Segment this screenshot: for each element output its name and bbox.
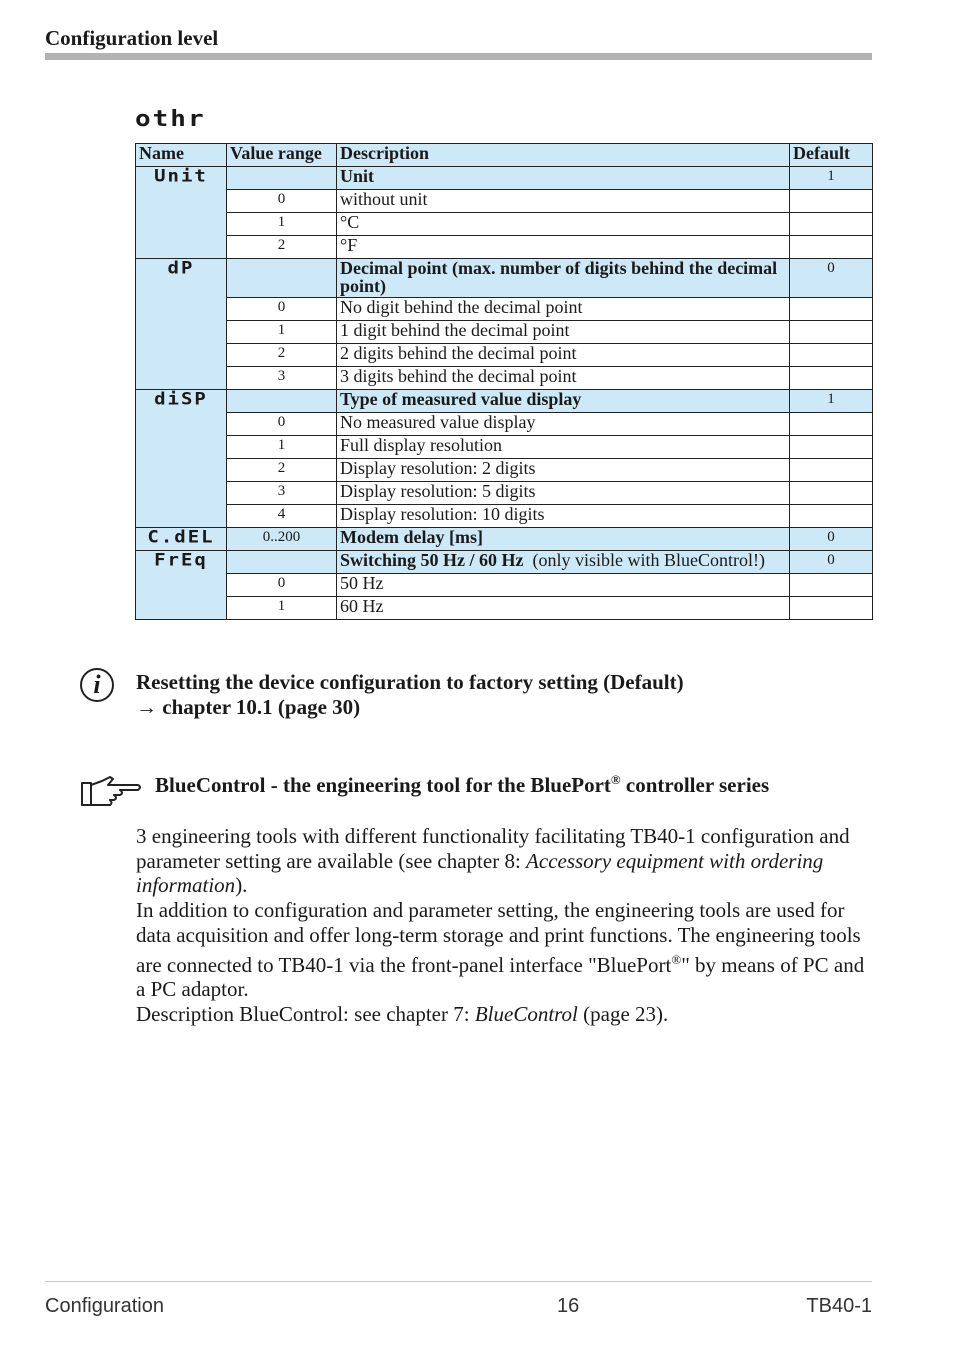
option-value: 0 xyxy=(227,574,337,597)
option-default xyxy=(790,190,873,213)
option-default xyxy=(790,436,873,459)
option-desc: 50 Hz xyxy=(337,574,790,597)
option-value: 3 xyxy=(227,367,337,390)
page-header-title: Configuration level xyxy=(45,26,219,50)
param-row-freq xyxy=(136,551,873,574)
info-icon: i xyxy=(80,668,114,702)
option-desc: 60 Hz xyxy=(337,597,790,620)
reset-note xyxy=(136,670,684,720)
option-value: 0 xyxy=(227,298,337,321)
paragraph-1 xyxy=(136,824,872,898)
option-desc: Display resolution: 10 digits xyxy=(337,505,790,528)
p3-text: Description BlueControl: see chapter 7: xyxy=(136,1001,475,1026)
option-value: 1 xyxy=(227,436,337,459)
option-row xyxy=(136,436,873,459)
option-default xyxy=(790,344,873,367)
p1-emphasis: Accessory equipment with ordering information xyxy=(136,848,824,898)
option-value: 3 xyxy=(227,482,337,505)
param-default: 1 xyxy=(790,167,873,190)
col-header-name: Name xyxy=(136,144,227,167)
footer-product: TB40-1 xyxy=(806,1295,872,1317)
option-row xyxy=(136,213,873,236)
footer-section: Configuration xyxy=(45,1295,164,1317)
option-row xyxy=(136,298,873,321)
option-row xyxy=(136,505,873,528)
option-row xyxy=(136,367,873,390)
param-default: 1 xyxy=(790,390,873,413)
param-range xyxy=(227,551,337,574)
option-value: 1 xyxy=(227,321,337,344)
option-desc: Display resolution: 2 digits xyxy=(337,459,790,482)
reset-note-line1: Resetting the device configuration to factory setting (Default) xyxy=(136,670,684,694)
paragraph-2 xyxy=(136,898,872,1002)
option-value: 2 xyxy=(227,459,337,482)
bluecontrol-body xyxy=(136,824,872,1027)
option-row xyxy=(136,482,873,505)
option-row xyxy=(136,574,873,597)
param-title: Switching 50 Hz / 60 Hz xyxy=(340,550,524,570)
option-default xyxy=(790,298,873,321)
option-row xyxy=(136,459,873,482)
param-title-cell xyxy=(337,551,790,574)
option-desc: °C xyxy=(337,213,790,236)
param-name-cell xyxy=(136,390,227,528)
param-name-cell xyxy=(136,259,227,390)
option-default xyxy=(790,413,873,436)
header-rule xyxy=(45,53,872,60)
p1-text-end: ). xyxy=(235,873,248,898)
param-row-disp xyxy=(136,390,873,413)
param-row-dp xyxy=(136,259,873,298)
option-row xyxy=(136,413,873,436)
param-name: FrEq xyxy=(154,550,208,570)
option-desc: Full display resolution xyxy=(337,436,790,459)
option-default xyxy=(790,482,873,505)
param-title-note: (only visible with BlueControl!) xyxy=(532,550,765,570)
option-default xyxy=(790,236,873,259)
p1-text: 3 engineering tools with different functionality facilitating TB40-1 configuration and parameter setting are available (see chapter 8: xyxy=(136,824,850,873)
param-range xyxy=(227,167,337,190)
param-range xyxy=(227,259,337,298)
param-title: Modem delay [ms] xyxy=(337,528,790,551)
option-row xyxy=(136,190,873,213)
option-desc: Display resolution: 5 digits xyxy=(337,482,790,505)
option-desc: without unit xyxy=(337,190,790,213)
section-code: othr xyxy=(135,106,206,132)
param-name-cell xyxy=(136,167,227,259)
reset-note-link[interactable]: → chapter 10.1 (page 30) xyxy=(136,695,361,719)
param-default: 0 xyxy=(790,259,873,298)
option-value: 0 xyxy=(227,190,337,213)
registered-mark: ® xyxy=(610,772,621,787)
param-title: Unit xyxy=(337,167,790,190)
bluecontrol-title-text-end: controller series xyxy=(620,773,770,797)
option-default xyxy=(790,367,873,390)
pointing-hand-icon xyxy=(80,775,144,809)
option-value: 0 xyxy=(227,413,337,436)
page-number: 16 xyxy=(557,1295,580,1317)
p3-text-end: (page 23). xyxy=(577,1001,669,1026)
option-default xyxy=(790,459,873,482)
option-desc: 2 digits behind the decimal point xyxy=(337,344,790,367)
option-value: 4 xyxy=(227,505,337,528)
param-name-cell xyxy=(136,551,227,620)
param-row-unit xyxy=(136,167,873,190)
p3-emphasis: BlueControl xyxy=(474,1001,578,1026)
col-header-default: Default xyxy=(790,144,873,167)
p2-text-end: " by means of PC and a PC adaptor. xyxy=(136,952,865,1002)
option-desc: 3 digits behind the decimal point xyxy=(337,367,790,390)
param-default: 0 xyxy=(790,528,873,551)
option-value: 1 xyxy=(227,213,337,236)
p2-text: In addition to configuration and parameter setting, the engineering tools are used for data acquisition and offer long-term storage and print functions. The engineering tools are connected to TB40-1 via the front-panel interface "BluePort xyxy=(136,898,861,977)
col-header-value-range: Value range xyxy=(227,144,337,167)
param-name: diSP xyxy=(154,389,208,409)
param-range xyxy=(227,390,337,413)
option-default xyxy=(790,597,873,620)
param-title: Type of measured value display xyxy=(337,390,790,413)
paragraph-3 xyxy=(136,1002,872,1027)
option-row xyxy=(136,321,873,344)
registered-mark: ® xyxy=(671,951,682,967)
option-value: 1 xyxy=(227,597,337,620)
param-name: C.dEL xyxy=(147,527,215,547)
option-row xyxy=(136,344,873,367)
option-row xyxy=(136,597,873,620)
config-table xyxy=(135,143,873,620)
bluecontrol-title xyxy=(155,772,769,798)
option-default xyxy=(790,213,873,236)
option-default xyxy=(790,574,873,597)
param-default: 0 xyxy=(790,551,873,574)
option-default xyxy=(790,505,873,528)
option-desc: °F xyxy=(337,236,790,259)
param-range: 0..200 xyxy=(227,528,337,551)
option-desc: No measured value display xyxy=(337,413,790,436)
param-row-cdel xyxy=(136,528,873,551)
option-value: 2 xyxy=(227,236,337,259)
param-title: Decimal point (max. number of digits behind the decimal point) xyxy=(337,259,790,298)
bluecontrol-title-text: BlueControl - the engineering tool for the BluePort xyxy=(155,773,611,797)
col-header-description: Description xyxy=(337,144,790,167)
option-default xyxy=(790,321,873,344)
table-header-row xyxy=(136,144,873,167)
param-name: dP xyxy=(167,258,195,278)
param-name-cell xyxy=(136,528,227,551)
option-value: 2 xyxy=(227,344,337,367)
footer-rule xyxy=(45,1281,872,1282)
option-desc: No digit behind the decimal point xyxy=(337,298,790,321)
param-name: Unit xyxy=(154,166,208,186)
option-row xyxy=(136,236,873,259)
option-desc: 1 digit behind the decimal point xyxy=(337,321,790,344)
